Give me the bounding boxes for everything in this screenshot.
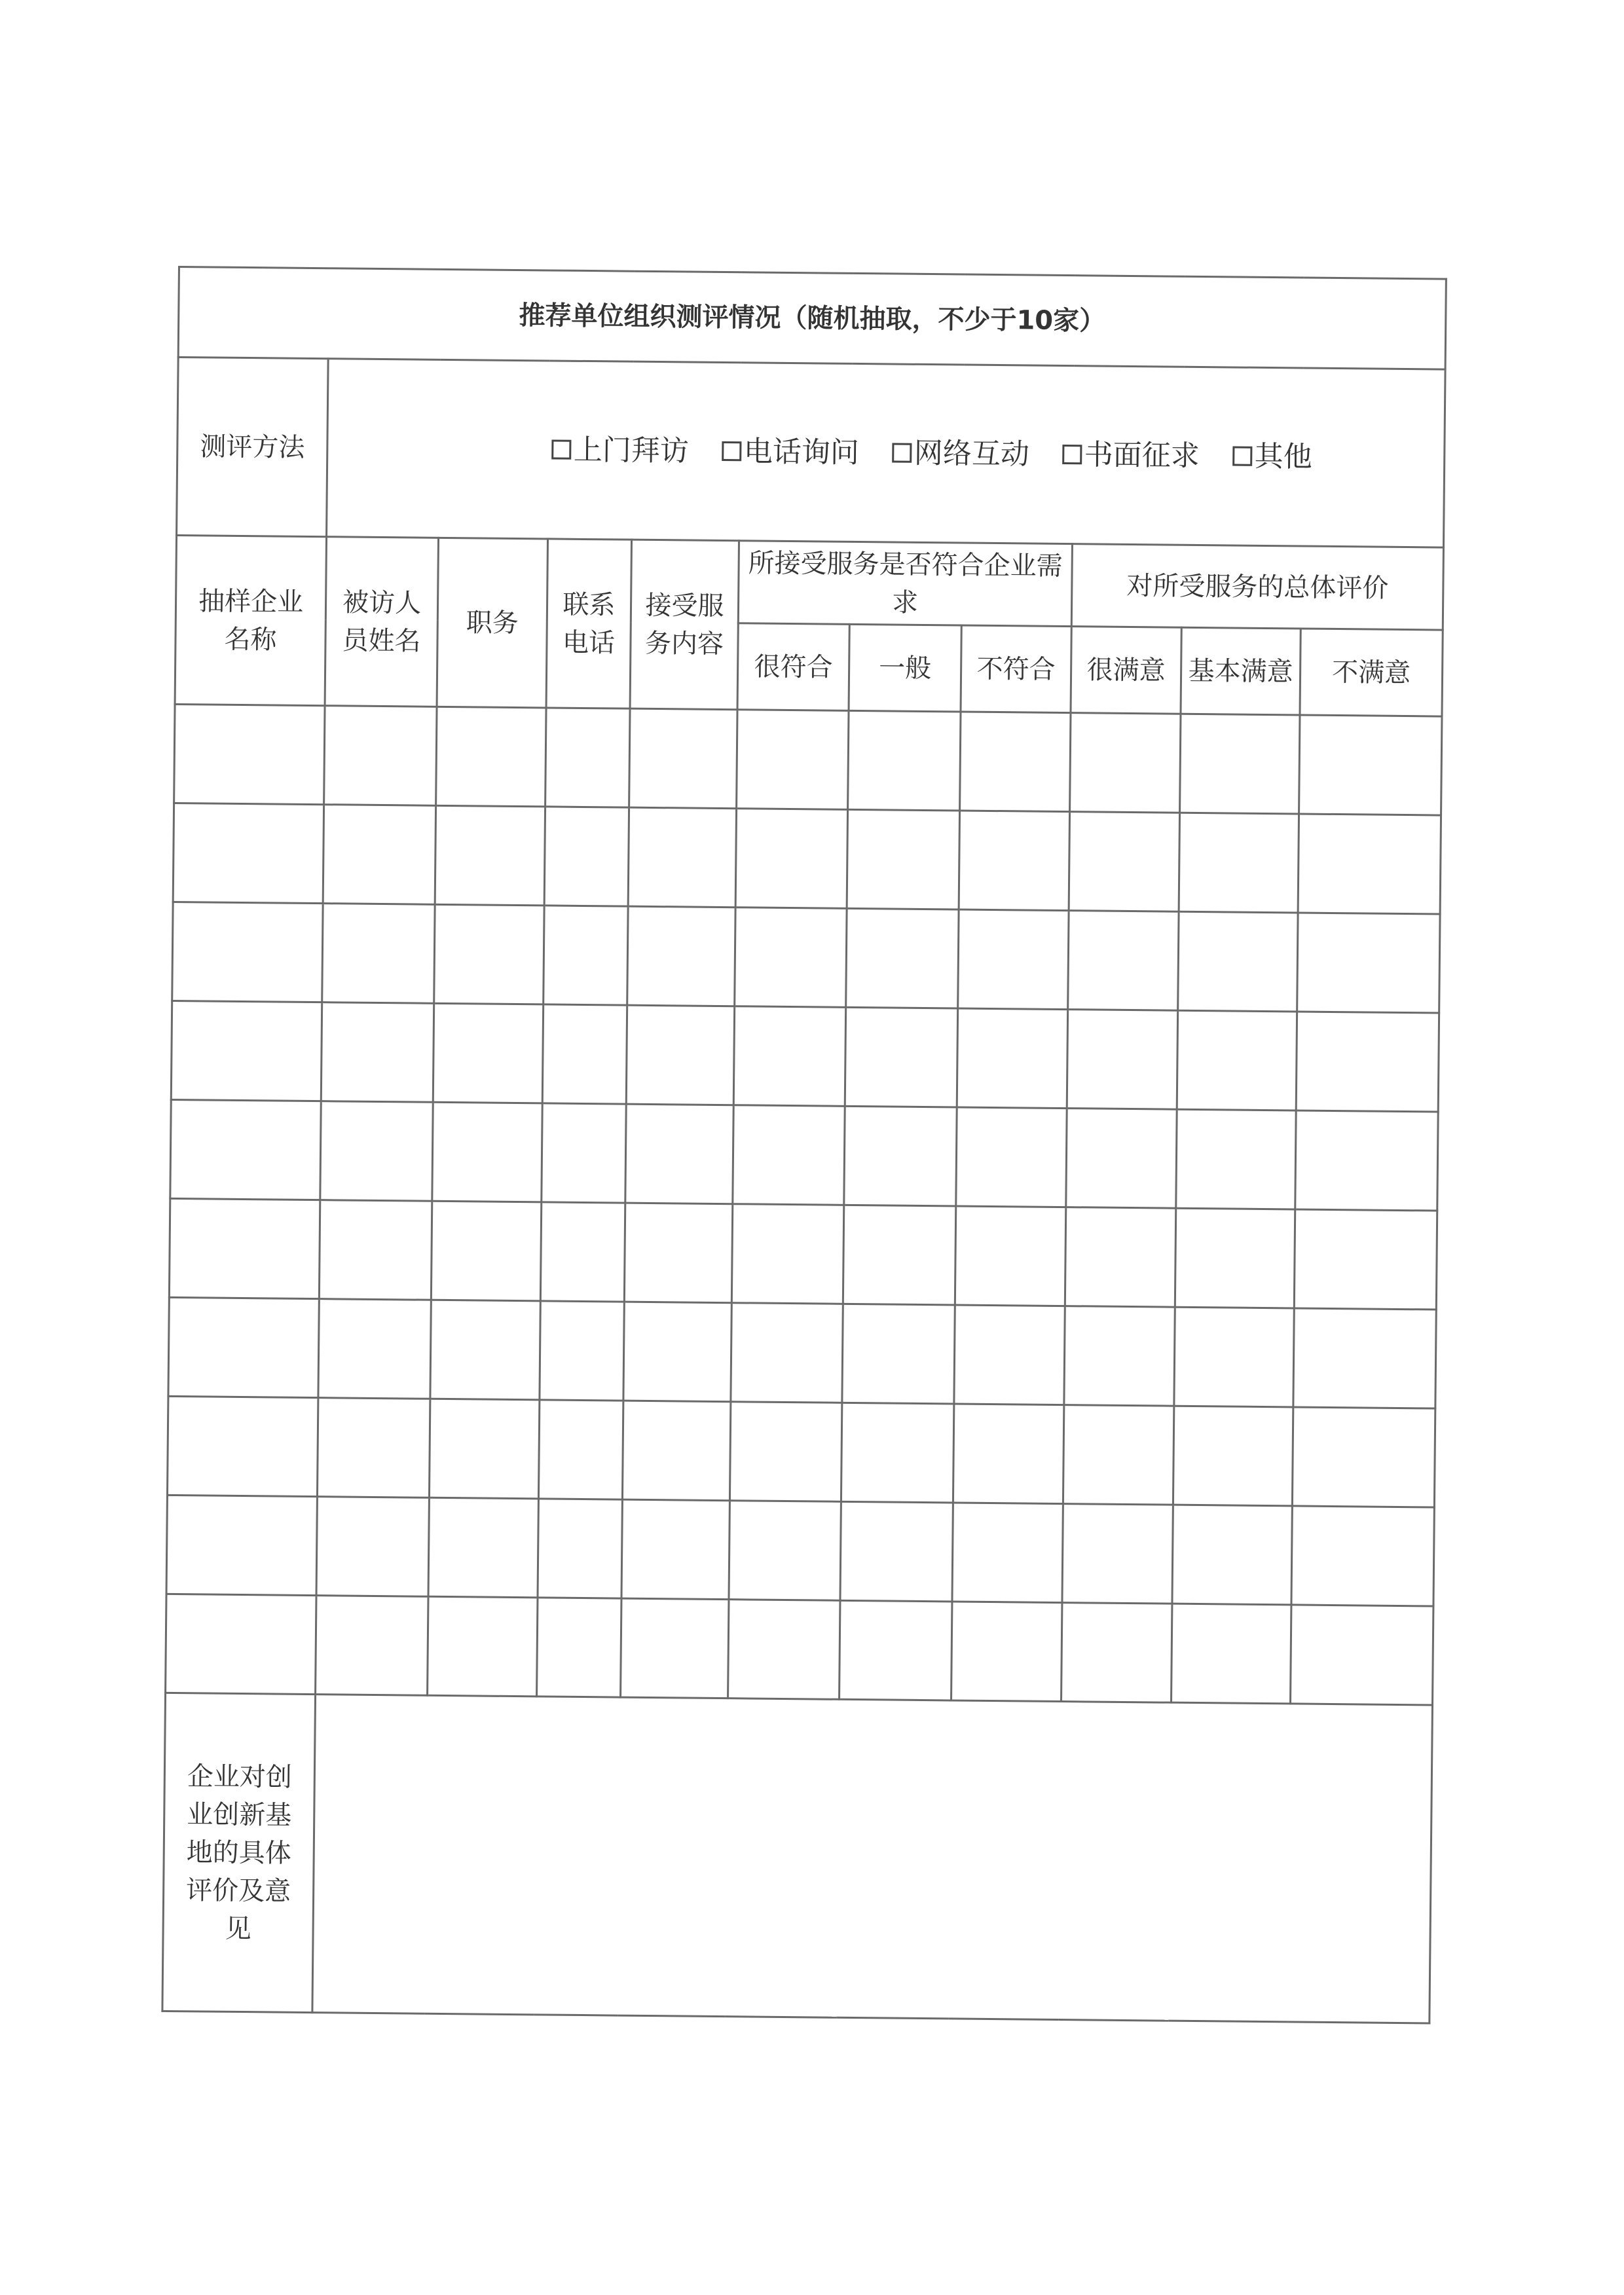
table-cell[interactable]	[626, 1005, 734, 1105]
header-fit-very: 很符合	[737, 623, 849, 711]
table-cell[interactable]	[1177, 1010, 1297, 1111]
header-fit-group: 所接受服务是否符合企业需求	[738, 541, 1072, 627]
table-cell[interactable]	[428, 1497, 538, 1598]
table-cell[interactable]	[1294, 1209, 1437, 1310]
table-cell[interactable]	[629, 708, 737, 809]
table-cell[interactable]	[432, 1102, 542, 1202]
table-cell[interactable]	[1172, 1604, 1291, 1704]
header-phone: 联系电话	[546, 539, 631, 708]
table-cell[interactable]	[958, 909, 1069, 1010]
table-cell[interactable]	[322, 904, 435, 1004]
table-cell[interactable]	[433, 1003, 543, 1103]
table-cell[interactable]	[540, 1301, 624, 1401]
table-row	[171, 1001, 1439, 1112]
table-cell[interactable]	[956, 1107, 1067, 1207]
table-cell[interactable]	[172, 902, 323, 1002]
table-cell[interactable]	[951, 1602, 1062, 1702]
table-cell[interactable]	[628, 807, 736, 908]
table-cell[interactable]	[1180, 714, 1300, 814]
table-cell[interactable]	[1069, 812, 1179, 912]
header-eval-basic: 基本满意	[1181, 627, 1301, 715]
header-interviewee: 被访人员姓名	[325, 537, 438, 707]
table-cell[interactable]	[624, 1203, 732, 1303]
table-cell[interactable]	[840, 1600, 952, 1700]
table-cell[interactable]	[429, 1399, 539, 1499]
method-option-other[interactable]	[1232, 435, 1313, 478]
table-cell[interactable]	[434, 904, 544, 1004]
table-cell[interactable]	[735, 908, 847, 1008]
table-cell[interactable]	[542, 1103, 626, 1203]
table-cell[interactable]	[316, 1497, 429, 1597]
table-cell[interactable]	[845, 1007, 957, 1107]
header-service: 接受服务内容	[630, 540, 739, 710]
table-cell[interactable]	[1066, 1109, 1177, 1209]
table-cell[interactable]	[1067, 1010, 1177, 1110]
table-cell[interactable]	[545, 708, 630, 807]
method-option-written[interactable]	[1062, 434, 1200, 477]
table-cell[interactable]	[729, 1402, 841, 1502]
table-cell[interactable]	[952, 1503, 1063, 1603]
table-cell[interactable]	[430, 1300, 540, 1400]
table-cell[interactable]	[957, 1008, 1067, 1109]
table-cell[interactable]	[733, 1105, 845, 1205]
table-cell[interactable]	[542, 1004, 627, 1104]
header-position: 职务	[437, 538, 547, 708]
table-cell[interactable]	[1179, 813, 1299, 913]
table-cell[interactable]	[621, 1598, 729, 1698]
header-company: 抽样企业名称	[175, 535, 326, 705]
table-cell[interactable]	[538, 1499, 622, 1598]
method-label-online: 网络互动	[913, 436, 1030, 471]
table-cell[interactable]	[316, 1596, 428, 1696]
table-cell[interactable]	[435, 805, 545, 906]
table-cell[interactable]	[431, 1201, 541, 1301]
checkbox-icon[interactable]	[722, 441, 741, 461]
evaluation-table	[161, 266, 1447, 2024]
table-cell[interactable]	[735, 809, 847, 909]
table-cell[interactable]	[846, 908, 959, 1008]
table-cell[interactable]	[1297, 913, 1441, 1013]
table-cell[interactable]	[840, 1501, 953, 1602]
table-cell[interactable]	[174, 704, 325, 804]
header-eval-no: 不满意	[1300, 629, 1443, 716]
table-cell[interactable]	[1176, 1109, 1296, 1209]
table-cell[interactable]	[955, 1206, 1065, 1306]
table-cell[interactable]	[319, 1200, 432, 1300]
table-cell[interactable]	[1291, 1506, 1435, 1606]
table-cell[interactable]	[733, 1006, 845, 1107]
table-cell[interactable]	[169, 1198, 320, 1298]
table-cell[interactable]	[729, 1501, 841, 1601]
table-cell[interactable]	[317, 1398, 430, 1498]
table-cell[interactable]	[324, 706, 437, 806]
table-cell[interactable]	[728, 1600, 840, 1700]
table-cell[interactable]	[540, 1202, 625, 1302]
table-cell[interactable]	[170, 1099, 321, 1200]
checkbox-icon[interactable]	[1062, 445, 1082, 464]
table-cell[interactable]	[321, 1002, 434, 1103]
table-cell[interactable]	[1178, 911, 1298, 1012]
table-cell[interactable]	[537, 1598, 621, 1697]
table-row	[169, 1198, 1437, 1310]
method-label-written: 书面征求	[1084, 437, 1200, 473]
method-label-phone: 电话询问	[743, 434, 860, 469]
checkbox-icon[interactable]	[551, 440, 571, 460]
table-row	[168, 1297, 1436, 1408]
table-cell[interactable]	[847, 809, 959, 909]
table-row	[172, 902, 1440, 1013]
checkbox-icon[interactable]	[892, 443, 912, 463]
table-cell[interactable]	[848, 710, 961, 811]
table-cell[interactable]	[1063, 1405, 1173, 1505]
table-cell[interactable]	[1295, 1111, 1439, 1211]
table-cell[interactable]	[959, 811, 1069, 911]
table-cell[interactable]	[731, 1303, 843, 1403]
table-cell[interactable]	[167, 1396, 318, 1496]
table-cell[interactable]	[166, 1495, 317, 1595]
method-options	[327, 359, 1446, 547]
table-row	[170, 1099, 1438, 1211]
table-cell[interactable]	[1293, 1308, 1437, 1408]
method-label-other: 其他	[1254, 439, 1313, 474]
table-cell[interactable]	[842, 1304, 955, 1404]
table-cell[interactable]	[544, 906, 628, 1005]
table-cell[interactable]	[625, 1104, 733, 1204]
method-label-visit: 上门拜访	[573, 433, 690, 468]
opinion-input[interactable]	[312, 1695, 1433, 2023]
table-row	[173, 803, 1441, 914]
table-cell[interactable]	[320, 1101, 433, 1202]
table-cell[interactable]	[166, 1594, 316, 1694]
table-cell[interactable]	[1299, 715, 1443, 815]
table-cell[interactable]	[1061, 1603, 1172, 1703]
table-cell[interactable]	[436, 707, 546, 807]
table-cell[interactable]	[844, 1106, 957, 1206]
table-cell[interactable]	[954, 1305, 1065, 1405]
table-cell[interactable]	[1174, 1307, 1294, 1407]
table-cell[interactable]	[1298, 814, 1441, 914]
table-cell[interactable]	[1175, 1208, 1295, 1308]
method-label: 测评方法	[177, 358, 329, 537]
table-cell[interactable]	[1068, 911, 1179, 1011]
table-cell[interactable]	[621, 1499, 729, 1600]
table-cell[interactable]	[731, 1204, 843, 1304]
table-cell[interactable]	[544, 807, 629, 906]
table-row	[167, 1396, 1435, 1507]
method-option-online[interactable]	[892, 432, 1030, 475]
table-cell[interactable]	[1173, 1406, 1293, 1506]
table-cell[interactable]	[168, 1297, 319, 1397]
table-cell[interactable]	[173, 803, 323, 903]
table-cell[interactable]	[323, 805, 435, 905]
evaluation-form	[161, 266, 1445, 2022]
header-eval-very: 很满意	[1071, 627, 1181, 714]
table-cell[interactable]	[1062, 1504, 1173, 1604]
data-rows	[166, 704, 1442, 1705]
checkbox-icon[interactable]	[1232, 447, 1252, 466]
table-cell[interactable]	[1064, 1306, 1175, 1406]
table-cell[interactable]	[1065, 1207, 1175, 1308]
opinion-label: 企业对创业创新基地的具体评价及意见	[162, 1693, 316, 2012]
table-cell[interactable]	[841, 1403, 953, 1503]
table-cell[interactable]	[1172, 1505, 1292, 1605]
table-cell[interactable]	[1292, 1407, 1435, 1507]
table-cell[interactable]	[1296, 1012, 1439, 1112]
table-cell[interactable]	[960, 712, 1071, 812]
method-option-visit[interactable]	[551, 429, 690, 472]
table-row	[174, 704, 1442, 815]
header-eval-group: 对所受服务的总体评价	[1071, 544, 1443, 630]
header-fit-average: 一般	[849, 624, 961, 712]
table-cell[interactable]	[171, 1001, 322, 1101]
table-cell[interactable]	[318, 1299, 431, 1399]
table-cell[interactable]	[623, 1302, 731, 1402]
method-option-phone[interactable]	[722, 431, 860, 474]
table-cell[interactable]	[1070, 713, 1181, 813]
table-cell[interactable]	[737, 710, 849, 810]
table-cell[interactable]	[428, 1596, 538, 1697]
table-row	[166, 1495, 1434, 1606]
table-row	[166, 1594, 1433, 1705]
table-cell[interactable]	[843, 1205, 955, 1305]
table-cell[interactable]	[627, 906, 735, 1006]
table-cell[interactable]	[538, 1400, 623, 1499]
table-cell[interactable]	[622, 1401, 730, 1501]
table-cell[interactable]	[1290, 1605, 1433, 1705]
section-title: 推荐单位组织测评情况（随机抽取，不少于10家）	[178, 267, 1446, 370]
table-cell[interactable]	[953, 1404, 1063, 1504]
header-fit-no: 不符合	[961, 625, 1071, 713]
